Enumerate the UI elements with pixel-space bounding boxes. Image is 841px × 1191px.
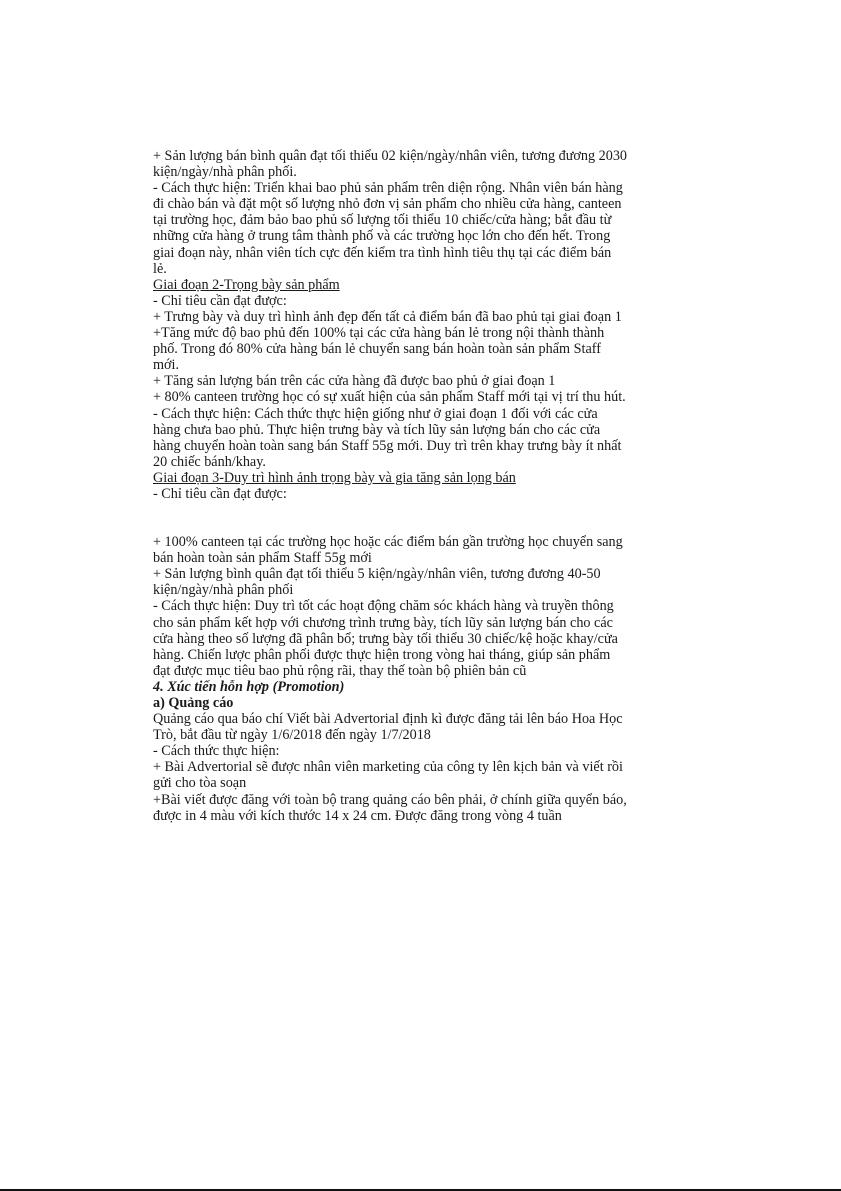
text-line: hàng chưa bao phủ. Thực hiện trưng bày và tích lũy sản lượng bán cho các cửa <box>153 421 601 438</box>
text-line: phố. Trong đó 80% cửa hàng bán lẻ chuyển sang bán hoàn toàn sản phẩm Staff <box>153 341 601 358</box>
text-line: mới. <box>153 357 180 374</box>
paragraph-stage3-intro <box>153 486 665 502</box>
text-line: - Chỉ tiêu cần đạt được: <box>153 485 287 502</box>
text-line: + Bài Advertorial sẽ được nhân viên marketing của công ty lên kịch bản và viết rồi <box>153 759 623 776</box>
blank-gap <box>153 502 665 534</box>
text-line: cửa hàng theo số lượng đã phân bổ; trưng bày tối thiểu 30 chiếc/kệ hoặc khay/cửa <box>153 630 618 647</box>
text-line: - Cách thực hiện: Triển khai bao phủ sản phẩm trên diện rộng. Nhân viên bán hàng <box>153 180 623 197</box>
text-line: tại trường học, đảm bảo bao phủ số lượng tối thiểu 10 chiếc/cửa hàng; bắt đầu từ <box>153 212 612 229</box>
text-line: Trò, bắt đầu từ ngày 1/6/2018 đến ngày 1/7/2018 <box>153 727 431 744</box>
text-line: 20 chiếc bánh/khay. <box>153 453 266 470</box>
document-body <box>153 148 665 824</box>
text-line: những cửa hàng ở trung tâm thành phố và các trường học lớn cho đến hết. Trong <box>153 228 611 245</box>
text-line: - Cách thực hiện: Duy trì tốt các hoạt động chăm sóc khách hàng và truyền thông <box>153 598 614 615</box>
paragraph-advertising <box>153 711 665 824</box>
text-line: - Cách thực hiện: Cách thức thực hiện giống như ở giai đoạn 1 đối với các cửa <box>153 405 598 422</box>
text-line: được in 4 màu với kích thước 14 x 24 cm. Được đăng trong vòng 4 tuần <box>153 807 562 824</box>
text-line: lẻ. <box>153 260 167 277</box>
text-line: hàng chuyển hoàn toàn sang bán Staff 55g mới. Duy trì trên khay trưng bày ít nhất <box>153 437 622 454</box>
paragraph-stage3 <box>153 534 665 679</box>
text-line: + Sản lượng bình quân đạt tối thiểu 5 kiện/ngày/nhân viên, tương đương 40-50 <box>153 566 601 583</box>
heading-promotion: 4. Xúc tiến hỗn hợp (Promotion) <box>153 678 345 695</box>
text-line: + Sản lượng bán bình quân đạt tối thiểu 02 kiện/ngày/nhân viên, tương đương 2030 <box>153 148 628 164</box>
text-line: + 80% canteen trường học có sự xuất hiện của sản phẩm Staff mới tại vị trí thu hút. <box>153 389 626 406</box>
text-line: + Trưng bày và duy trì hình ảnh đẹp đến tất cả điểm bán đã bao phủ tại giai đoạn 1 <box>153 308 622 325</box>
text-line: bán hoàn toàn sản phẩm Staff 55g mới <box>153 550 372 567</box>
text-line: gửi cho tòa soạn <box>153 775 247 792</box>
heading-stage-3: Giai đoạn 3-Duy trì hình ảnh trọng bày và gia tăng sản lọng bán <box>153 469 516 486</box>
text-line: cho sản phẩm kết hợp với chương trình trưng bày, tích lũy sản lượng bán cho các <box>153 614 613 631</box>
text-line: Quảng cáo qua báo chí Viết bài Advertorial định kì được đăng tải lên báo Hoa Học <box>153 711 623 728</box>
paragraph-stage1-targets <box>153 148 665 277</box>
text-line: đạt được mục tiêu bao phủ rộng rãi, thay thế toàn bộ phiên bản cũ <box>153 662 527 679</box>
text-line: + Tăng sản lượng bán trên các cửa hàng đã được bao phủ ở giai đoạn 1 <box>153 373 556 390</box>
text-line: - Chỉ tiêu cần đạt được: <box>153 292 287 309</box>
heading-stage-2: Giai đoạn 2-Trọng bày sản phẩm <box>153 276 340 293</box>
text-line: - Cách thức thực hiện: <box>153 743 280 760</box>
text-line: +Bài viết được đăng với toàn bộ trang quảng cáo bên phải, ở chính giữa quyển báo, <box>153 791 627 808</box>
text-line: kiện/ngày/nhà phân phối. <box>153 164 297 181</box>
text-line: + 100% canteen tại các trường học hoặc các điểm bán gần trường học chuyển sang <box>153 534 623 551</box>
text-line: đi chào bán và đặt một số lượng nhỏ đơn vị sản phẩm cho nhiều cửa hàng, canteen <box>153 196 622 213</box>
text-line: giai đoạn này, nhân viên tích cực đến kiểm tra tình hình tiêu thụ tại các điểm bán <box>153 244 612 261</box>
heading-advertising: a) Quảng cáo <box>153 695 234 711</box>
text-line: kiện/ngày/nhà phân phối <box>153 582 294 599</box>
text-line: +Tăng mức độ bao phủ đến 100% tại các cửa hàng bán lẻ trong nội thành thành <box>153 325 605 342</box>
paragraph-stage2 <box>153 293 665 470</box>
text-line: hàng. Chiến lược phân phối được thực hiện trong vòng hai tháng, giúp sản phẩm <box>153 646 611 663</box>
